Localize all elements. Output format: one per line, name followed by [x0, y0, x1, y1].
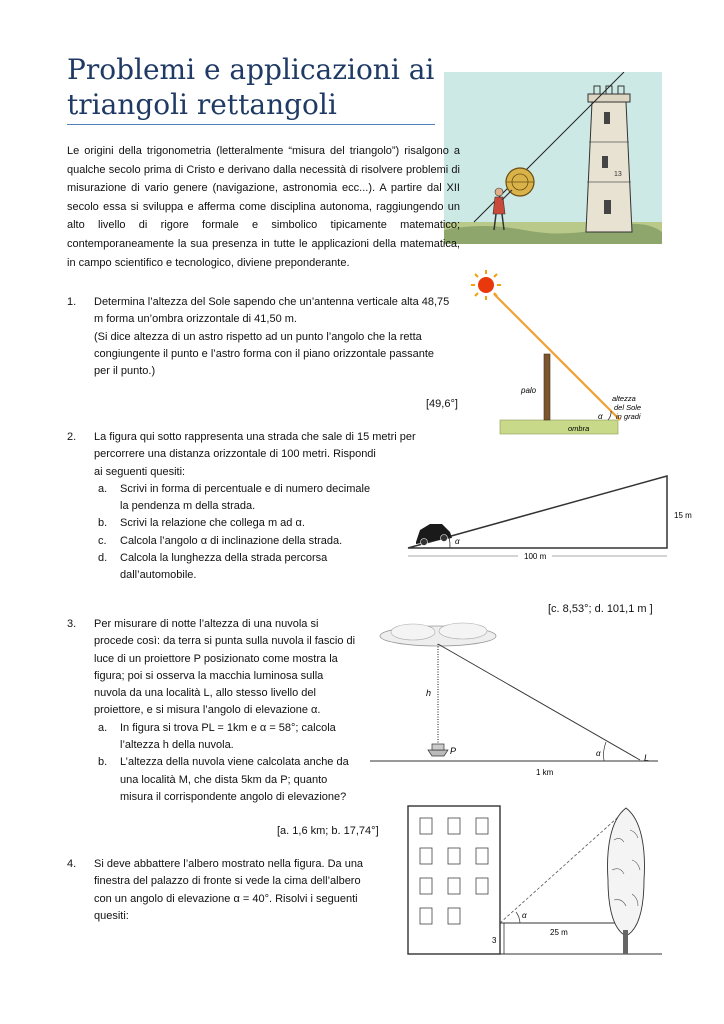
title-line-1: Problemi e applicazioni ai — [67, 53, 435, 86]
cloud-icon — [380, 623, 496, 646]
text-line: Determina l’altezza del Sole sapendo che un’antenna verticale alta 48,75 — [94, 296, 450, 308]
palo-label: palo — [521, 386, 537, 395]
note-line-3: in gradi — [616, 412, 641, 421]
problem-2 — [67, 429, 427, 585]
text-line: la pendenza m della strada. — [120, 500, 256, 513]
tower-illustration — [444, 72, 662, 244]
text-line: L’altezza della nuvola viene calcolata anche da — [120, 756, 349, 769]
item-b — [94, 754, 387, 806]
height-label: 3 — [492, 936, 497, 945]
text-line: con un angolo di elevazione α = 40°. Risolvi i seguenti — [94, 892, 358, 905]
text-line: figura; poi si osserva la macchia luminosa sulla — [94, 669, 324, 682]
text-line: una località M, che dista 5km da P; quanto — [120, 773, 328, 786]
text-line: misura il corrispondente angolo di elevazione? — [120, 790, 347, 803]
svg-text:13: 13 — [614, 171, 622, 178]
text-line: ai seguenti quesiti: — [94, 465, 186, 478]
sun-figure — [470, 268, 650, 440]
item-c — [94, 533, 427, 550]
text-line: nuvola da una località L, allo stesso livello del — [94, 687, 316, 700]
text-line: per il punto.) — [94, 365, 156, 378]
text-line: m forma un’ombra orizzontale di 41,50 m. — [94, 313, 297, 326]
text-line: finestra del palazzo di fronte si vede la cima dell’albero — [94, 875, 361, 888]
problem-number: 4. — [67, 858, 77, 870]
text-line: Scrivi la relazione che collega m ad α. — [120, 517, 305, 530]
tree-icon — [608, 808, 645, 954]
text-line: congiungente il punto e l’astro forma con il piano orizzontale passante — [94, 347, 434, 360]
alpha-label: α — [522, 911, 527, 920]
item-d — [94, 550, 427, 585]
item-letter: c. — [98, 534, 107, 547]
road-figure — [402, 462, 700, 572]
problem-number: 3. — [67, 618, 77, 630]
base-label: 1 km — [536, 768, 554, 777]
height-label: 15 m — [674, 511, 692, 520]
text-line: Si deve abbattere l’albero mostrato nella figura. Da una — [94, 858, 364, 870]
answer-2: [c. 8,53°; d. 101,1 m ] — [548, 603, 653, 615]
text-line: (Si dice altezza di un astro rispetto ad un punto l’angolo che la retta — [94, 330, 422, 343]
item-a — [94, 720, 387, 755]
projector-icon — [428, 744, 448, 756]
item-letter: a. — [98, 721, 108, 734]
item-letter: d. — [98, 552, 108, 565]
building-icon — [408, 806, 500, 954]
item-a — [94, 481, 427, 516]
page-title — [67, 52, 447, 122]
l-label: L — [644, 753, 650, 763]
text-line: Scrivi in forma di percentuale e di numero decimale — [120, 482, 371, 495]
distance-label: 25 m — [550, 928, 568, 937]
answer-1: [49,6°] — [426, 398, 458, 410]
car-icon — [416, 524, 452, 546]
text-line: quesiti: — [94, 909, 129, 922]
intro-paragraph: Le origini della trigonometria (letteralmente “misura del triangolo”) risalgono a qualche secolo prima di Cristo e derivano dalla necessità di risolvere problemi di misurazione di vario genere (navigazione, astronomia ecc...). A partire dal XII secolo essa si sviluppa e afferma come disciplina autonoma, raggiungendo un alto livello di rigore formale e simbolico tipicamente matematico; contemporaneamente la sua presenza in tutte le applicazioni della matematica, in campo scientifico e tecnologico, diviene preponderante. — [67, 145, 460, 269]
answer-3: [a. 1,6 km; b. 17,74°] — [277, 825, 379, 837]
problem-4 — [67, 856, 387, 925]
text-line: Calcola l’angolo α di inclinazione della strada. — [120, 534, 343, 547]
title-line-2: triangoli rettangoli — [67, 88, 337, 121]
base-label: 100 m — [524, 552, 547, 561]
h-label: h — [426, 688, 432, 698]
text-line: In figura si trova PL = 1km e α = 58°; calcola — [120, 721, 336, 734]
tree-figure — [400, 800, 666, 960]
note-line-2: del Sole — [614, 403, 642, 412]
problem-text — [94, 616, 387, 720]
alpha-label: α — [455, 537, 460, 546]
text-line: luce di un proiettore P posizionato come mostra la — [94, 652, 338, 665]
ombra-label: ombra — [568, 424, 590, 433]
problem-3 — [67, 616, 387, 806]
title-rule — [67, 124, 435, 125]
p-label: P — [450, 746, 457, 756]
text-line: l’altezza h della nuvola. — [120, 739, 234, 752]
text-line: dall’automobile. — [120, 569, 197, 582]
text-line: Per misurare di notte l’altezza di una nuvola si — [94, 618, 319, 630]
text-line: procede così: da terra si punta sulla nuvola il fascio di — [94, 635, 356, 648]
problem-number: 1. — [67, 296, 77, 308]
item-b — [94, 515, 427, 532]
cloud-figure — [368, 618, 670, 782]
item-letter: b. — [98, 756, 108, 769]
item-letter: b. — [98, 517, 108, 530]
problem-number: 2. — [67, 431, 77, 443]
text-line: percorrere una distanza orizzontale di 100 metri. Rispondi — [94, 448, 376, 461]
text-line: La figura qui sotto rappresenta una strada che sale di 15 metri per — [94, 431, 416, 443]
alpha-label: α — [598, 412, 603, 421]
problem-text — [94, 856, 387, 925]
alpha-label: α — [596, 749, 601, 758]
note-line-1: altezza — [612, 394, 636, 403]
problem-text — [94, 294, 467, 380]
problem-1 — [67, 294, 467, 380]
text-line: proiettore, e si misura l’angolo di elevazione α. — [94, 704, 321, 717]
item-letter: a. — [98, 482, 108, 495]
problem-text — [94, 429, 427, 481]
text-line: Calcola la lunghezza della strada percorsa — [120, 552, 328, 565]
